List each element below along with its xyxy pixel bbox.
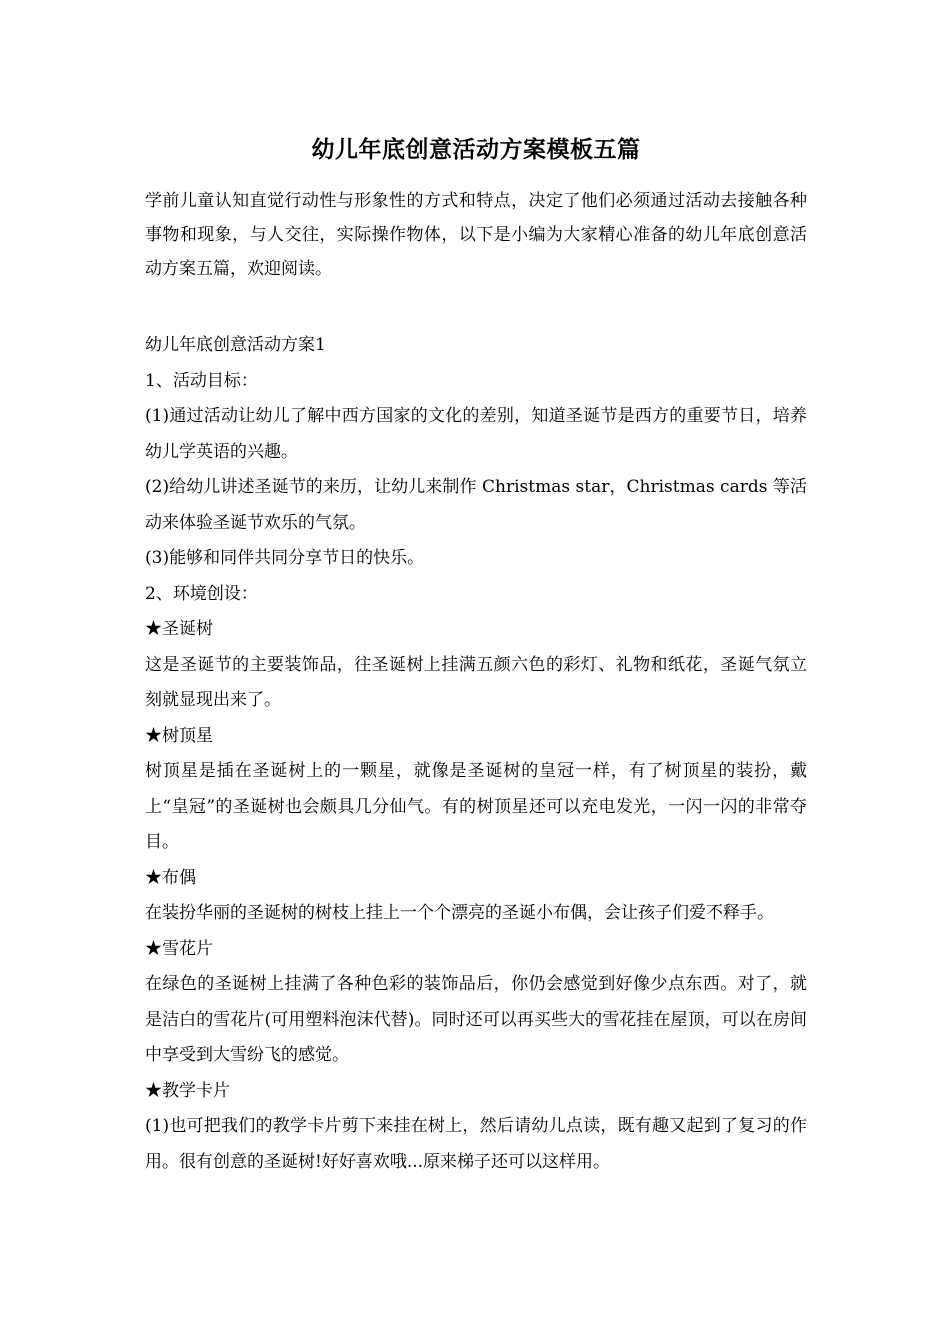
intro-paragraph: 学前儿童认知直觉行动性与形象性的方式和特点，决定了他们必须通过活动去接触各种事物和现象，与人交往，实际操作物体，以下是小编为大家精心准备的幼儿年底创意活动方案五篇，欢迎阅读。 bbox=[145, 191, 807, 279]
item-heading-dolls: ★布偶 bbox=[145, 867, 196, 888]
item-text-teaching-cards: (1)也可把我们的教学卡片剪下来挂在树上，然后请幼儿点读，既有趣又起到了复习的作用。很有创意的圣诞树!好好喜欢哦...原来梯子还可以这样用。 bbox=[145, 1116, 807, 1172]
document-body bbox=[145, 328, 807, 1180]
activity-goals-heading: 1、活动目标： bbox=[145, 370, 258, 391]
item-heading-teaching-cards: ★教学卡片 bbox=[145, 1080, 230, 1101]
item-text-dolls: 在装扮华丽的圣诞树的树枝上挂上一个个漂亮的圣诞小布偶，会让孩子们爱不释手。 bbox=[145, 903, 774, 923]
goal-paragraph-1: (1)通过活动让幼儿了解中西方国家的文化的差别，知道圣诞节是西方的重要节日，培养幼儿学英语的兴趣。 bbox=[145, 406, 807, 462]
environment-heading: 2、环境创设： bbox=[145, 583, 258, 604]
document-title: 幼儿年底创意活动方案模板五篇 bbox=[311, 136, 641, 163]
section-heading: 幼儿年底创意活动方案1 bbox=[145, 335, 326, 355]
goal-paragraph-3: (3)能够和同伴共同分享节日的快乐。 bbox=[145, 548, 425, 568]
item-heading-snowflakes: ★雪花片 bbox=[145, 938, 213, 959]
item-text-tree-top-star: 树顶星是插在圣诞树上的一颗星，就像是圣诞树的皇冠一样，有了树顶星的装扮，戴上“皇冠”的圣诞树也会颇具几分仙气。有的树顶星还可以充电发光，一闪一闪的非常夺目。 bbox=[145, 761, 807, 852]
goal-paragraph-2: (2)给幼儿讲述圣诞节的来历，让幼儿来制作 Christmas star，Christmas cards 等活动来体验圣诞节欢乐的气氛。 bbox=[145, 477, 807, 533]
item-heading-christmas-tree: ★圣诞树 bbox=[145, 619, 213, 639]
item-text-snowflakes: 在绿色的圣诞树上挂满了各种色彩的装饰品后，你仍会感觉到好像少点东西。对了，就是洁白的雪花片(可用塑料泡沫代替)。同时还可以再买些大的雪花挂在屋顶，可以在房间中享受到大雪纷飞的感觉。 bbox=[145, 974, 807, 1065]
item-heading-tree-top-star: ★树顶星 bbox=[145, 725, 213, 746]
item-text-christmas-tree: 这是圣诞节的主要装饰品，往圣诞树上挂满五颜六色的彩灯、礼物和纸花，圣诞气氛立刻就显现出来了。 bbox=[145, 654, 807, 710]
